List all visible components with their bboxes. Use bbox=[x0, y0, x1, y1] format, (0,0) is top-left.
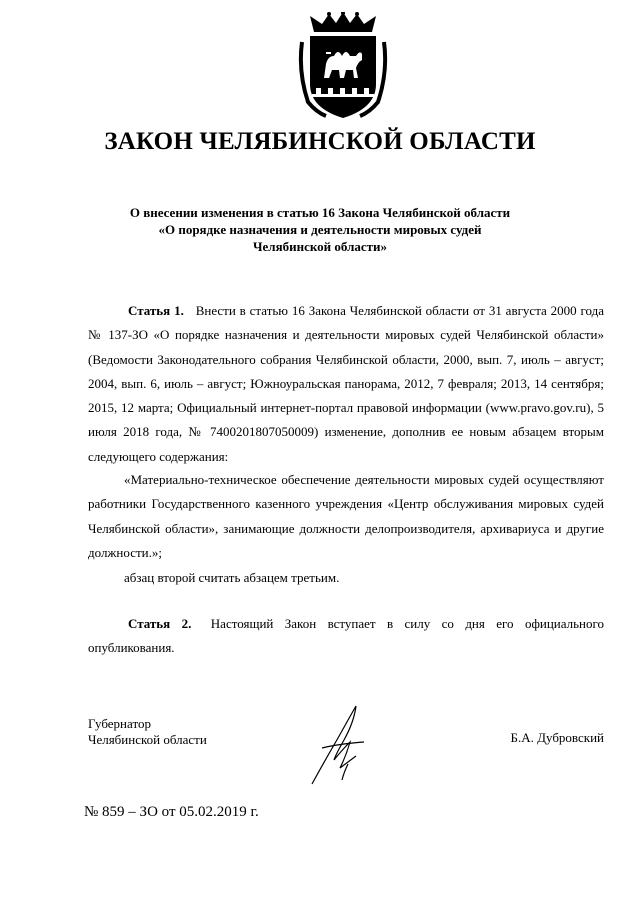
article-2-paragraph bbox=[88, 612, 604, 661]
subtitle-line: Челябинской области» bbox=[252, 239, 388, 254]
law-subtitle bbox=[90, 204, 550, 255]
signer-position-line: Челябинской области bbox=[88, 732, 207, 747]
signer-name: Б.А. Дубровский bbox=[510, 730, 604, 745]
article-1-label: Статья 1. bbox=[128, 303, 184, 318]
article-1-paragraph bbox=[88, 299, 604, 469]
subtitle-line: О внесении изменения в статью 16 Закона Челябинской области bbox=[129, 205, 511, 220]
article-1-quote: «Материально-техническое обеспечение деятельности мировых судей осуществляют работники Государственного казенного учреждения «Центр обслуживания мировых судей Челябинской области», занимающие должности делопроизводителя, архивариуса и другие должности.»; bbox=[88, 472, 604, 560]
article-2-label: Статья 2. bbox=[128, 616, 192, 631]
article-2-text: Настоящий Закон вступает в силу со дня его официального опубликования. bbox=[88, 616, 605, 656]
document-number: № 859 – ЗО от 05.02.2019 г. bbox=[84, 804, 259, 820]
law-title: ЗАКОН ЧЕЛЯБИНСКОЙ ОБЛАСТИ bbox=[104, 128, 536, 155]
signer-position-line: Губернатор bbox=[88, 716, 151, 731]
signer-position bbox=[88, 716, 207, 748]
article-1-text: Внести в статью 16 Закона Челябинской области от 31 августа 2000 года № 137-ЗО «О порядке назначения и деятельности мировых судей Челябинской области» (Ведомости Законодательного собрания Челябинской области, 2000, вып. 7, июль – август; 2004, вып. 6, июль – август; Южноуральская панорама, 2012, 7 февраля; 2013, 14 сентября; 2015, 12 марта; Официальный интернет-портал правовой информации (www.pravo.gov.ru), 5 июля 2018 года, № 7400201807050009) изменение, дополнив ее новым абзацем вторым следующего содержания: bbox=[88, 303, 605, 464]
signature-icon bbox=[304, 702, 374, 788]
article-1-note: абзац второй считать абзацем третьим. bbox=[124, 570, 340, 585]
coat-of-arms-icon bbox=[296, 12, 390, 120]
subtitle-line: «О порядке назначения и деятельности мировых судей bbox=[158, 222, 482, 237]
